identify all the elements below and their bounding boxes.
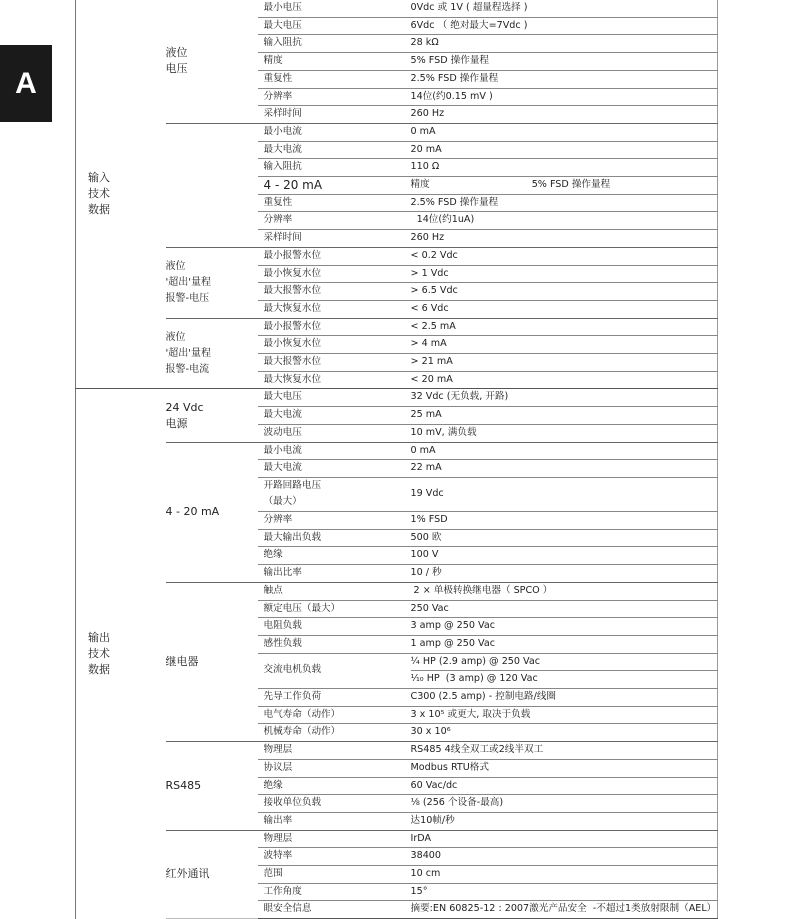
param-value-text: RS485 4线全双工或2线半双工: [410, 744, 544, 756]
table-row: [76, 0, 718, 17]
param-name: 最大电压: [258, 17, 411, 35]
param-value: [411, 565, 718, 583]
param-value: [411, 777, 718, 795]
param-value: [411, 247, 718, 265]
param-value-text: 32 Vdc (无负载, 开路): [410, 391, 509, 403]
param-value: [411, 265, 718, 283]
param-name: 最小电压: [258, 0, 411, 17]
param-name: 眼安全信息: [258, 901, 411, 919]
param-name: 接收单位负载: [258, 795, 411, 813]
param-name: 范围: [258, 866, 411, 884]
param-name: 输入阻抗: [258, 35, 411, 53]
param-name: 机械寿命（动作）: [258, 724, 411, 742]
param-value-text: > 4 mA: [410, 338, 447, 350]
param-value: [411, 318, 718, 336]
param-value: [411, 582, 718, 600]
param-value-text: 28 kΩ: [410, 37, 439, 49]
param-name: 最大恢复水位: [258, 371, 411, 389]
param-value: [411, 106, 718, 124]
param-value: [411, 830, 718, 848]
param-value: [411, 812, 718, 830]
param-value-text: 100 V: [410, 549, 439, 561]
param-name: 额定电压（最大）: [258, 600, 411, 618]
param-value: [411, 689, 718, 707]
param-name: 最大电流: [258, 460, 411, 478]
param-value: [411, 600, 718, 618]
param-value-text: 2.5% FSD 操作量程: [410, 196, 499, 208]
param-value: [411, 618, 718, 636]
param-value: [411, 35, 718, 53]
param-value-text: 260 Hz: [410, 108, 445, 120]
param-value-text: > 1 Vdc: [410, 267, 449, 279]
param-name: 最大报警水位: [258, 354, 411, 372]
section-label: 输入 技术 数据: [76, 0, 166, 389]
param-value-text: 3 x 10⁵ 或更大, 取决于负载: [410, 708, 531, 720]
group-label: 液位 '超出'量程 报警-电流: [166, 318, 258, 389]
param-value-text: < 2.5 mA: [410, 320, 456, 332]
param-value: [411, 442, 718, 460]
param-value: [411, 159, 718, 177]
group-label: 液位 '超出'量程 报警-电压: [166, 247, 258, 318]
param-value: [411, 477, 718, 511]
param-value-extra: 5% FSD 操作量程: [531, 179, 611, 191]
param-value: [411, 795, 718, 813]
param-value: [411, 177, 718, 195]
param-value-text: > 6.5 Vdc: [410, 285, 458, 297]
table-row: [76, 582, 718, 600]
section-label: 输出 技术 数据: [88, 631, 110, 677]
param-value-text: 3 amp @ 250 Vac: [410, 620, 495, 632]
param-value-text: 22 mA: [410, 462, 442, 474]
param-name: 电气寿命（动作）: [258, 706, 411, 724]
param-value-text: 19 Vdc: [410, 488, 444, 500]
param-value: [411, 53, 718, 71]
param-name: 感性负载: [258, 635, 411, 653]
param-value-text: ¼ HP (2.9 amp) @ 250 Vac: [410, 655, 541, 667]
param-value: [411, 88, 718, 106]
param-name: 交流电机负载: [258, 653, 411, 688]
param-value: [411, 141, 718, 159]
param-value-text: ⅛ (256 个设备-最高): [410, 797, 504, 809]
param-value-text: 500 欧: [410, 531, 442, 543]
param-name: 先导工作负荷: [258, 689, 411, 707]
param-name: 协议层: [258, 759, 411, 777]
group-label: [166, 123, 258, 247]
param-value: [411, 635, 718, 653]
param-value: [411, 371, 718, 389]
group-label: 继电器: [166, 582, 258, 741]
group-label: 液位 电压: [166, 0, 258, 123]
group-label: RS485: [166, 742, 258, 831]
param-name: 分辨率: [258, 212, 411, 230]
param-value: [411, 17, 718, 35]
param-name: 最大电流: [258, 407, 411, 425]
param-value-text: < 0.2 Vdc: [410, 249, 458, 261]
section-tab-a: A: [0, 45, 52, 122]
param-name: 绝缘: [258, 777, 411, 795]
param-value-text: 110 Ω: [410, 161, 440, 173]
param-value-text: 14位(约0.15 mV ): [410, 90, 493, 102]
param-value: [411, 460, 718, 478]
param-value: [411, 389, 718, 407]
param-name: 电阻负载: [258, 618, 411, 636]
param-value-text: 10 / 秒: [410, 567, 442, 579]
param-value: [411, 123, 718, 141]
spec-table: [75, 0, 718, 919]
param-value-text: 14位(约1uA): [410, 214, 475, 226]
param-value-text: 60 Vac/dc: [410, 779, 458, 791]
param-name: 最小电流: [258, 442, 411, 460]
param-name: 波动电压: [258, 424, 411, 442]
param-name: 输出率: [258, 812, 411, 830]
param-value: [411, 212, 718, 230]
param-value: [411, 354, 718, 372]
param-value: [411, 424, 718, 442]
param-value-text: 20 mA: [410, 143, 442, 155]
param-value: [411, 848, 718, 866]
param-value: [411, 70, 718, 88]
param-value: [411, 0, 718, 17]
param-value: [411, 883, 718, 901]
param-name: 物理层: [258, 830, 411, 848]
param-value: [411, 511, 718, 529]
param-value: [411, 866, 718, 884]
param-value-text: 2 × 单极转换继电器（ SPCO ）: [410, 584, 553, 596]
param-name: 最小报警水位: [258, 247, 411, 265]
param-name: 最小电流: [258, 123, 411, 141]
param-value-text: 达10帧/秒: [410, 814, 455, 826]
param-value: [411, 407, 718, 425]
param-name: 输入阻抗: [258, 159, 411, 177]
param-value: [411, 336, 718, 354]
param-value-text: 0Vdc 或 1V ( 超量程选择 ): [410, 2, 528, 13]
param-name: 最小报警水位: [258, 318, 411, 336]
param-name: 采样时间: [258, 106, 411, 124]
param-value: [411, 300, 718, 318]
param-value-text: 25 mA: [410, 409, 442, 421]
param-name: 最小恢复水位: [258, 265, 411, 283]
group-label: 24 Vdc 电源: [166, 389, 258, 442]
param-name: 精度: [258, 53, 411, 71]
param-value-text: 30 x 10⁶: [410, 726, 451, 738]
param-value-text: 2.5% FSD 操作量程: [410, 72, 499, 84]
param-name: 分辨率: [258, 88, 411, 106]
group-label: 4 - 20 mA: [166, 442, 258, 582]
param-value-text: 10 mV, 满负载: [410, 426, 477, 438]
param-value-text: 0 mA: [410, 125, 436, 137]
table-row: [76, 742, 718, 760]
param-value-text: 260 Hz: [410, 232, 445, 244]
param-name: 4 - 20 mA: [258, 177, 411, 195]
param-name: 最大输出负载: [258, 529, 411, 547]
table-row: [76, 247, 718, 265]
table-row: [76, 318, 718, 336]
group-label: 红外通讯: [166, 830, 258, 919]
param-name: 分辨率: [258, 511, 411, 529]
param-value: [411, 283, 718, 301]
param-name: 输出比率: [258, 565, 411, 583]
table-row: [76, 389, 718, 407]
param-value-text: 38400: [410, 850, 442, 862]
param-value: [411, 230, 718, 248]
param-name: 工作角度: [258, 883, 411, 901]
param-value: [411, 671, 718, 689]
param-name: 开路回路电压 （最大）: [258, 477, 411, 511]
param-name: 最大电流: [258, 141, 411, 159]
param-value: [411, 194, 718, 212]
param-value: [411, 653, 718, 671]
param-value-text: 250 Vac: [410, 602, 449, 614]
param-value-text: < 6 Vdc: [410, 302, 449, 314]
param-value-text: > 21 mA: [410, 356, 453, 368]
param-value-text: 5% FSD 操作量程: [410, 55, 490, 67]
table-row: [76, 123, 718, 141]
param-name: 波特率: [258, 848, 411, 866]
param-value-text: C300 (2.5 amp) - 控制电路/线圈: [410, 691, 557, 703]
param-value-text: 15°: [410, 885, 428, 897]
param-value-text: 10 cm: [410, 868, 441, 880]
param-name: 最小恢复水位: [258, 336, 411, 354]
param-name: 最大报警水位: [258, 283, 411, 301]
param-value-text: < 20 mA: [410, 373, 453, 385]
param-value: [411, 759, 718, 777]
param-value-text: 精度: [410, 179, 430, 191]
param-name: 绝缘: [258, 547, 411, 565]
param-name: 最大恢复水位: [258, 300, 411, 318]
param-value: [411, 901, 718, 919]
param-value-text: IrDA: [410, 832, 432, 844]
param-value-text: 0 mA: [410, 444, 436, 456]
param-name: 采样时间: [258, 230, 411, 248]
param-value-text: 摘要:EN 60825-12 : 2007激光产品安全 -不超过1类放射限制（AEL）: [410, 903, 717, 915]
param-value: [411, 742, 718, 760]
param-value: [411, 529, 718, 547]
table-row: [76, 830, 718, 848]
table-row: [76, 442, 718, 460]
param-name: 重复性: [258, 194, 411, 212]
param-value-text: 1 amp @ 250 Vac: [410, 637, 495, 649]
param-value-text: ¹⁄₁₀ HP (3 amp) @ 120 Vac: [410, 673, 538, 685]
param-value: [411, 547, 718, 565]
param-value-text: Modbus RTU格式: [410, 761, 489, 773]
param-value: [411, 724, 718, 742]
param-name: 物理层: [258, 742, 411, 760]
param-value: [411, 706, 718, 724]
param-value-text: 6Vdc （ 绝对最大=7Vdc ): [410, 19, 528, 31]
param-value-text: 1% FSD: [410, 513, 448, 525]
param-name: 最大电压: [258, 389, 411, 407]
param-name: 触点: [258, 582, 411, 600]
param-name: 重复性: [258, 70, 411, 88]
